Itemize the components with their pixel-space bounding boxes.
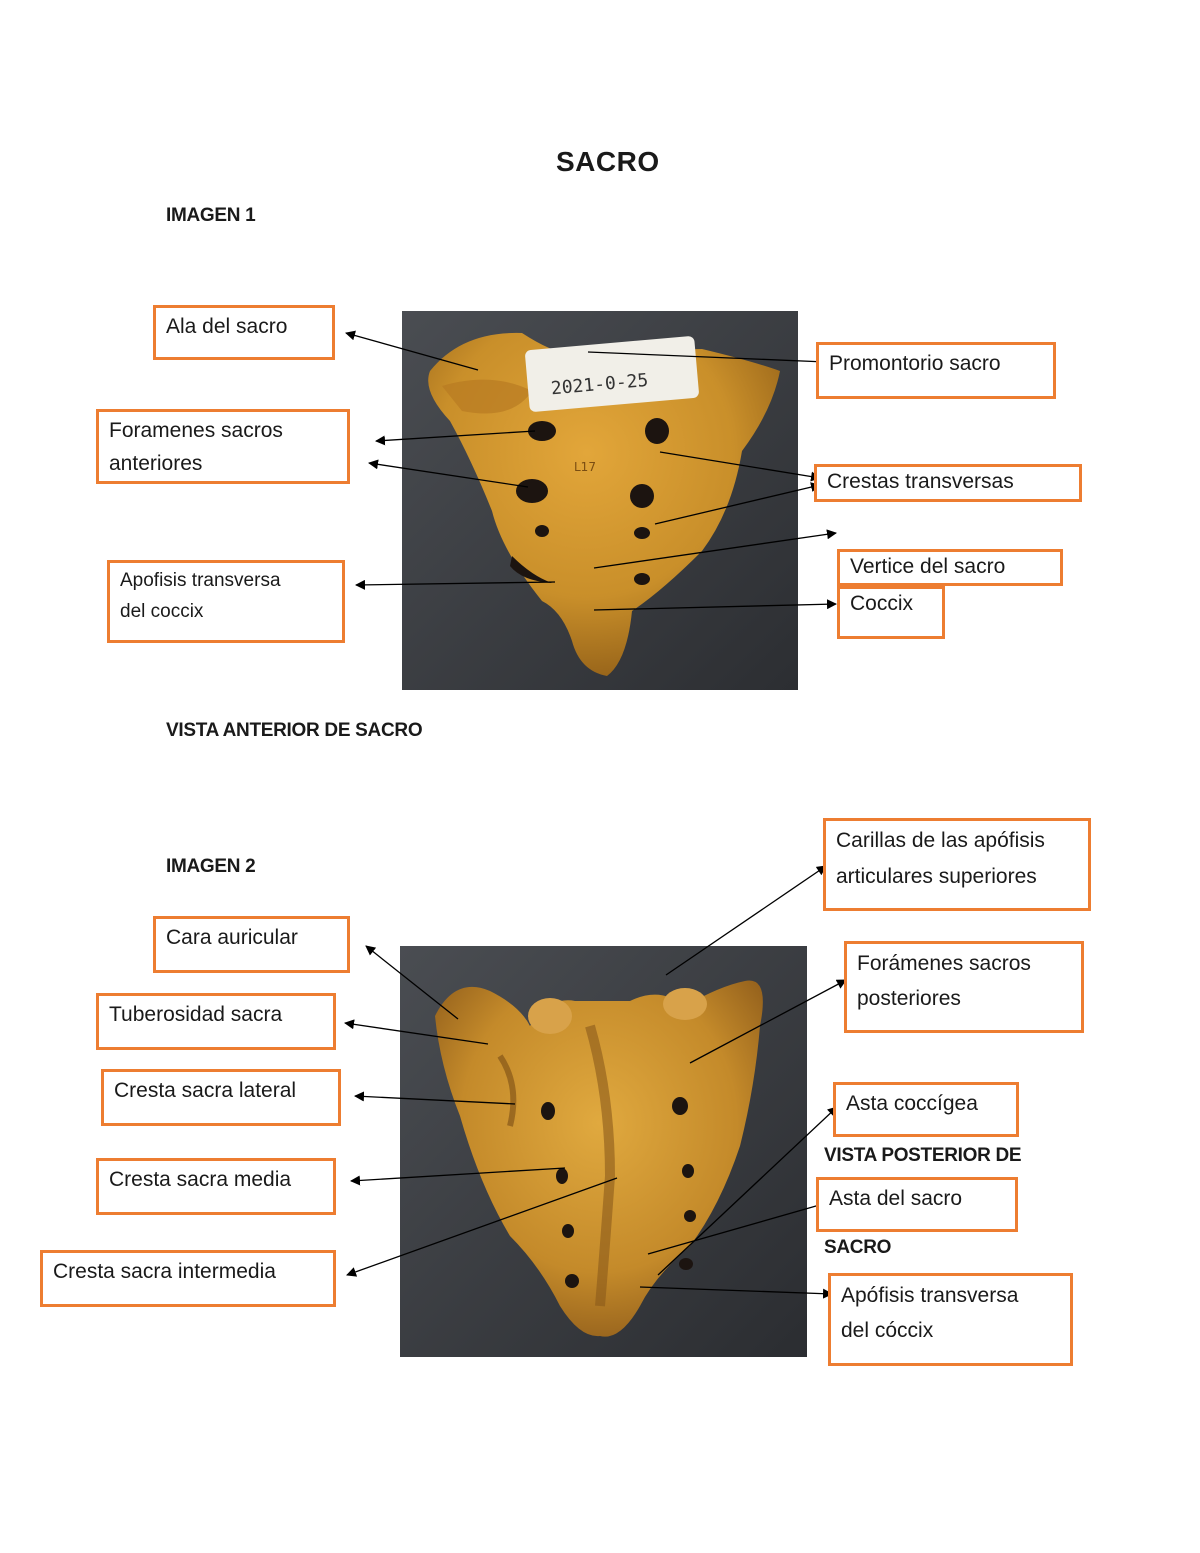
label-text: Asta del sacro (829, 1187, 963, 1210)
label-text: Tuberosidad sacra (109, 1003, 283, 1026)
label-cara-auricular (153, 916, 350, 973)
image2-heading: IMAGEN 2 (166, 856, 256, 877)
label-asta-coccigea (833, 1082, 1019, 1137)
label-text: Ala del sacro (166, 315, 288, 338)
label-carillas-articulares (823, 818, 1091, 911)
label-text: Promontorio sacro (829, 352, 1001, 375)
label-text-line1: Carillas de las apófisis (836, 829, 1045, 852)
label-apofisis-transversa-coccix (107, 560, 345, 643)
label-text-line1: Foramenes sacros (109, 419, 283, 442)
label-text: Cresta sacra media (109, 1168, 292, 1191)
label-text-line2: del coccix (120, 601, 204, 622)
photo-mark-text: L17 (574, 460, 596, 474)
photo-tag-text: 2021-0-25 (550, 369, 650, 400)
label-text: Vertice del sacro (850, 555, 1006, 578)
label-text-line1: Forámenes sacros (857, 952, 1031, 975)
label-text-line1: Apofisis transversa (120, 570, 281, 591)
label-promontorio-sacro (816, 342, 1056, 399)
label-text: Crestas transversas (827, 470, 1014, 493)
label-cresta-sacra-media (96, 1158, 336, 1215)
label-text-line1: Apófisis transversa (841, 1284, 1019, 1307)
label-text-line2: articulares superiores (836, 865, 1037, 888)
label-text-line2: anteriores (109, 452, 203, 475)
label-asta-del-sacro (816, 1177, 1018, 1232)
label-crestas-transversas (814, 464, 1082, 502)
label-text-line2: posteriores (857, 987, 961, 1010)
sacrum-posterior-photo (400, 946, 807, 1357)
label-text: Cara auricular (166, 926, 298, 949)
label-vertice-del-sacro (837, 549, 1063, 586)
label-text: Cresta sacra lateral (114, 1079, 297, 1102)
label-text: Cresta sacra intermedia (53, 1260, 276, 1283)
label-apofisis-transversa-del-coccix (828, 1273, 1073, 1366)
sacrum-anterior-photo (402, 311, 798, 690)
label-ala-del-sacro (153, 305, 335, 360)
label-cresta-sacra-lateral (101, 1069, 341, 1126)
label-text-line2: del cóccix (841, 1319, 934, 1342)
label-coccix (837, 586, 945, 639)
label-text: Asta coccígea (846, 1092, 978, 1115)
image1-heading: IMAGEN 1 (166, 205, 256, 226)
label-tuberosidad-sacra (96, 993, 336, 1050)
page-title: SACRO (556, 146, 660, 177)
label-cresta-sacra-intermedia (40, 1250, 336, 1307)
image1-caption: VISTA ANTERIOR DE SACRO (166, 720, 423, 741)
label-text: Coccix (850, 592, 914, 615)
image2-caption-line1: VISTA POSTERIOR DE (824, 1145, 1022, 1166)
image2-caption-line2: SACRO (824, 1237, 892, 1258)
label-foramenes-posteriores (844, 941, 1084, 1033)
label-foramenes-anteriores (96, 409, 350, 484)
